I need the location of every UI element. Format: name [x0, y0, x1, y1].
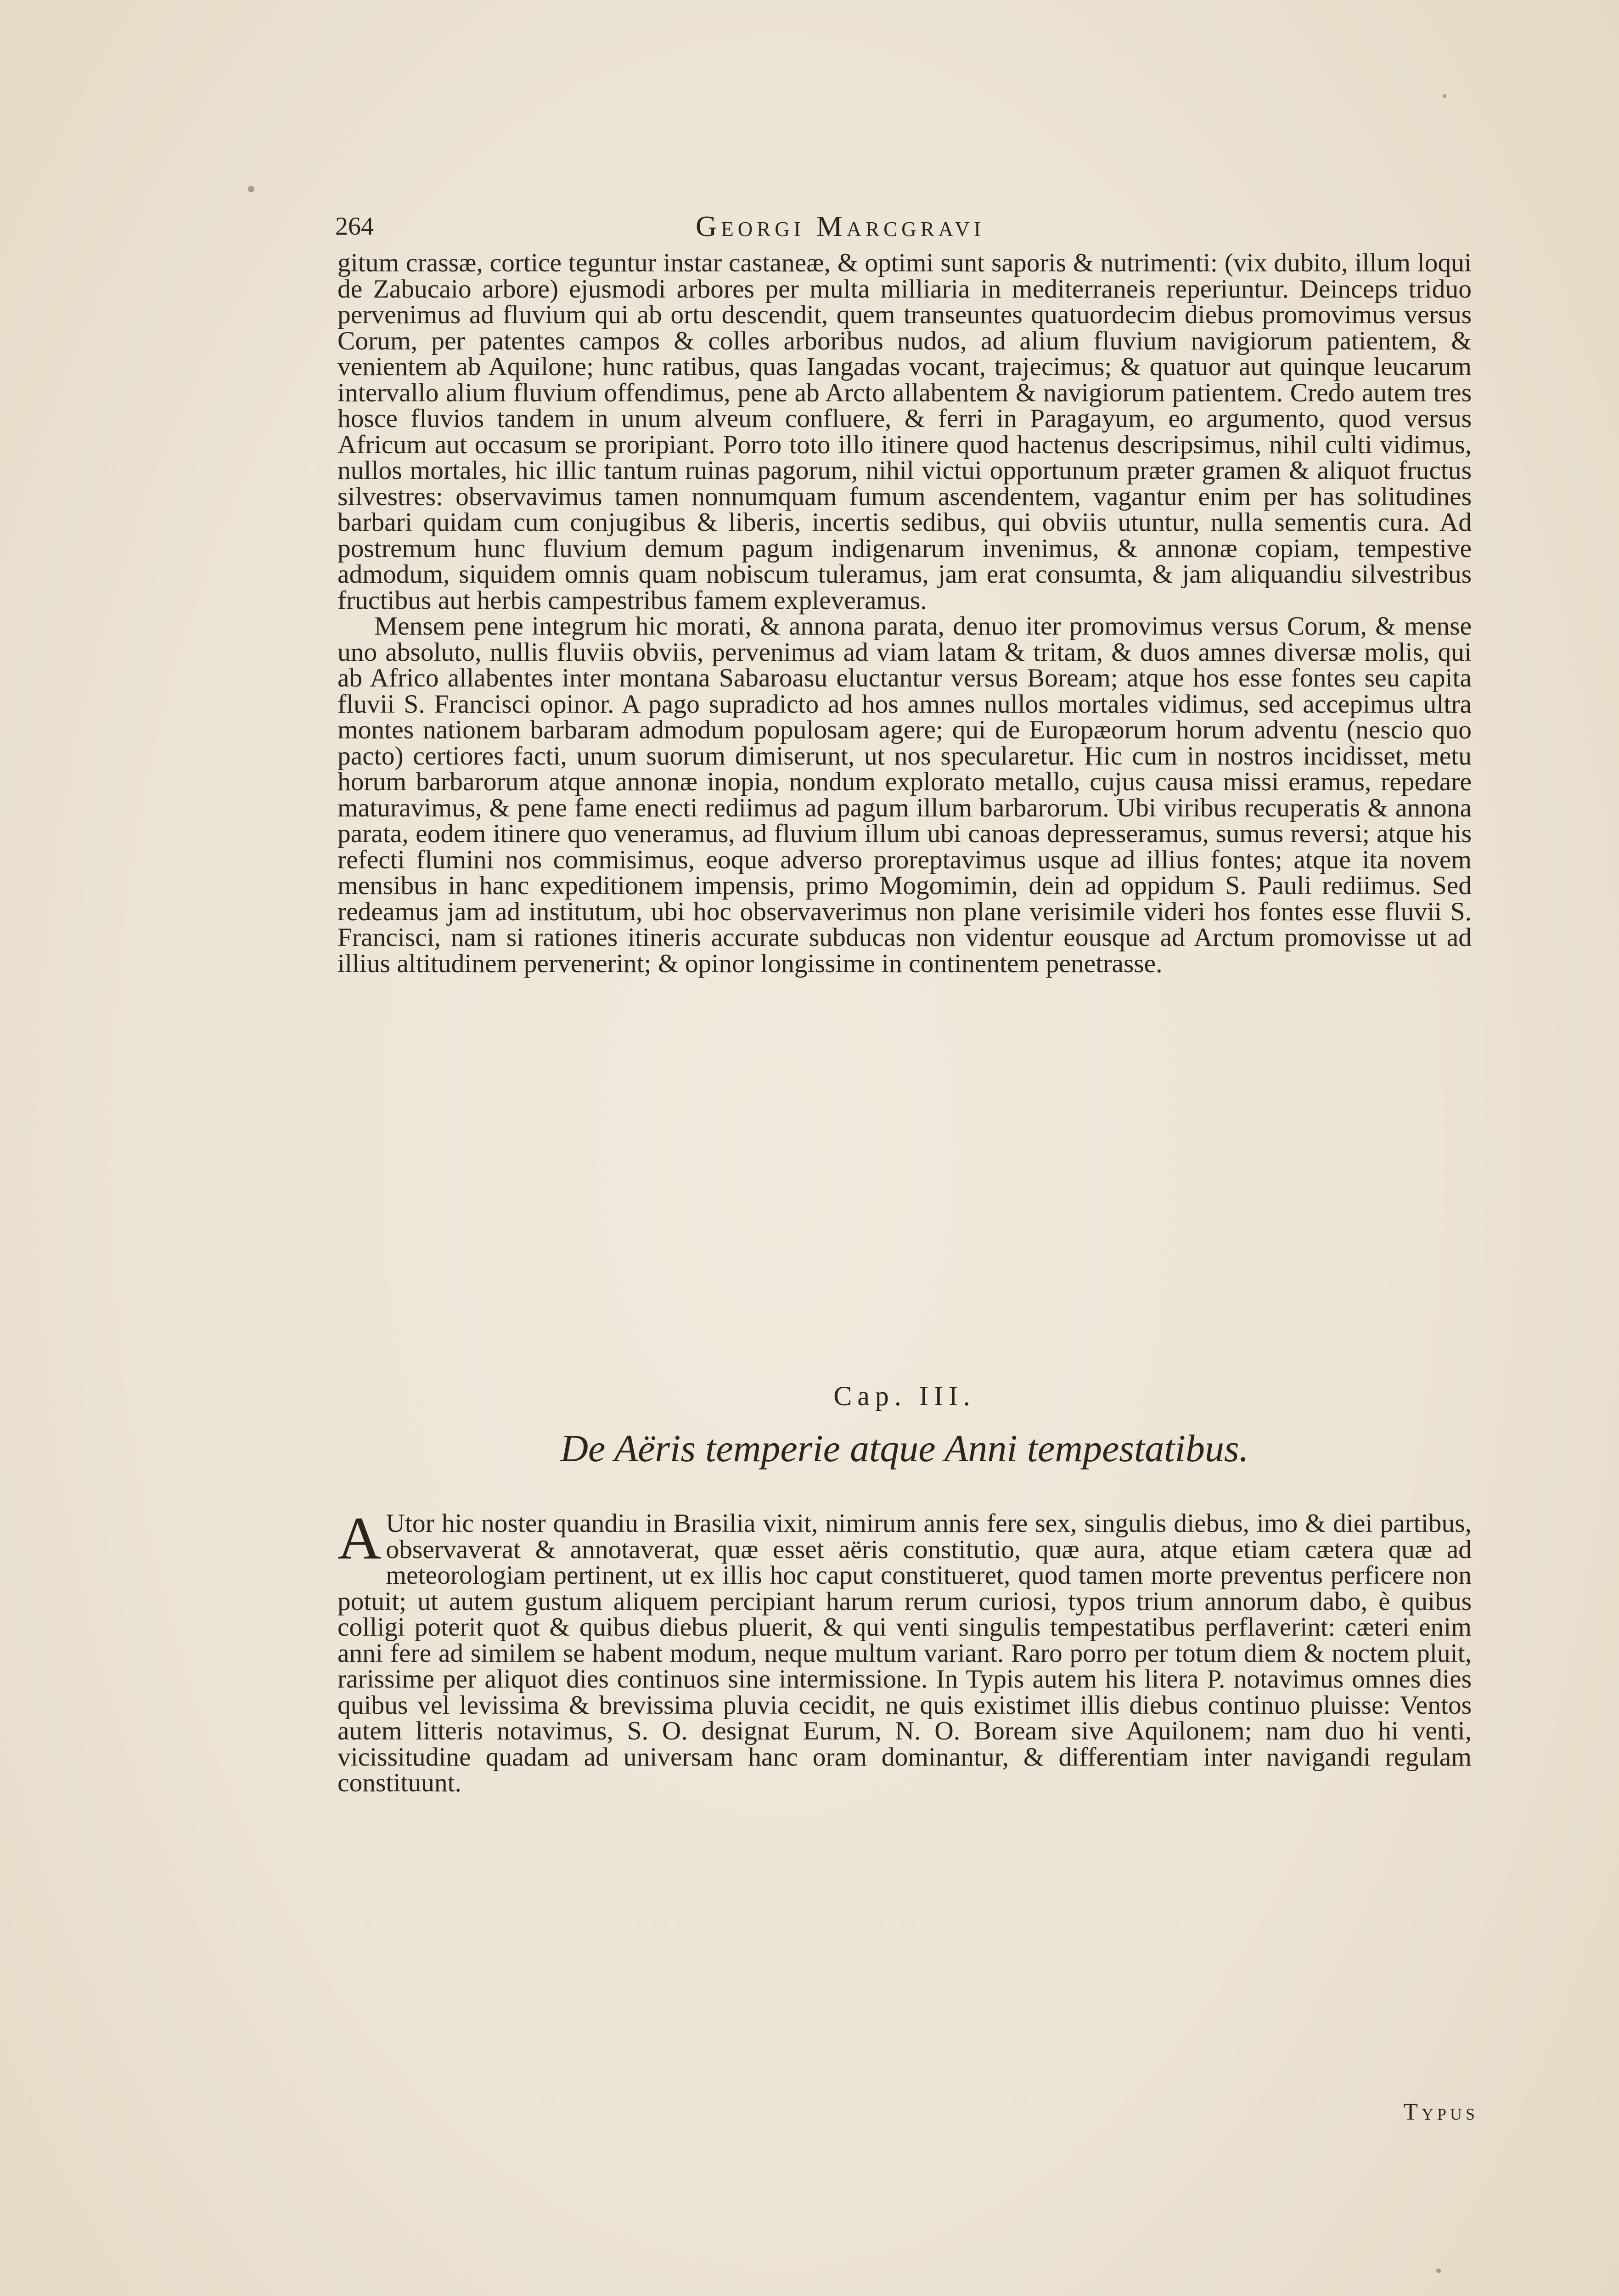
running-head: [335, 206, 1474, 247]
paragraph: gitum crassæ, cortice teguntur instar castaneæ, & optimi sunt saporis & nutrimenti: (vix dubito, illum loqui de Zabucaio arbore) ejusmodi arbores per multa milliaria in mediterraneis reperiuntur. Deinceps triduo pervenimus ad fluvium qui ab ortu descendit, quem transeuntes quatuordecim diebus promovimus versus Corum, per patentes campos & colles arboribus nudos, ad alium fluvium navigiorum patientem, & venientem ab Aquilone; hunc ratibus, quas Iangadas vocant, trajecimus; & quatuor aut quinque leucarum intervallo alium fluvium offendimus, pene ab Arcto allabentem & navigiorum patientem. Credo autem tres hosce fluvios tandem in unum alveum confluere, & ferri in Paragayum, eo argumento, quod versus Africum aut occasum se proripiant. Porro toto illo itinere quod hactenus descripsimus, nihil culti vidimus, nullos mortales, hic illic tantum ruinas pagorum, nihil victui opportunum præter gramen & aliquot fructus silvestres: observavimus tamen nonnumquam fumum ascendentem, vagantur enim per has solitudines barbari quidam cum conjugibus & liberis, incertis sedibus, qui obviis utuntur, nulla sementis cura. Ad postremum hunc fluvium demum pagum indigenarum invenimus, & annonæ copiam, tempestive admodum, siquidem omnis quam nobiscum tuleramus, jam erat consumta, & jam aliquandiu silvestribus fructibus aut herbis campestribus famem expleveramus.: [337, 248, 1472, 615]
ink-speck: [1443, 94, 1446, 98]
chapter-subtitle: De Aëris temperie atque Anni tempestatibus.: [560, 1427, 1249, 1470]
running-title: Georgi Marcgravi: [696, 210, 985, 242]
page-number: 264: [335, 212, 374, 241]
ink-speck: [1436, 2268, 1441, 2273]
body-text: [337, 250, 1472, 977]
chapter-heading: Cap. III.: [833, 1381, 976, 1411]
catchword: Typus: [1403, 2099, 1478, 2125]
chapter-text: [337, 1504, 1472, 1797]
ink-speck: [248, 186, 254, 192]
drop-cap: A: [337, 1504, 382, 1572]
paragraph: Utor hic noster quandiu in Brasilia vixit, nimirum annis fere sex, singulis diebus, imo & diei partibus, observaverat & annotaverat, quæ esset aëris constitutio, quæ aura, atque etiam cætera quæ ad meteorologiam pertinent, ut ex illis hoc caput constitueret, quod tamen morte preventus perficere non potuit; ut autem gustum aliquem percipiant harum rerum curiosi, typos trium annorum dabo, è quibus colligi poterit quot & quibus diebus pluerit, & qui venti singulis tempestatibus perflaverint: cæteri enim anni fere ad similem se habent modum, neque multum variant. Raro porro per totum diem & noctem pluit, rarissime per aliquot dies continuos sine intermissione. In Typis autem his litera P. notavimus omnes dies quibus vel levissima & brevissima pluvia cecidit, ne quis existimet illis diebus continuo pluisse: Ventos autem litteris notavimus, S. O. designat Eurum, N. O. Boream sive Aquilonem; nam duo hi venti, vicissitudine quadam ad universam hanc oram dominantur, & differentiam inter navigandi regulam constituunt.: [337, 1509, 1472, 1797]
paragraph: Mensem pene integrum hic morati, & annona parata, denuo iter promovimus versus Corum, & mense uno absoluto, nullis fluviis obviis, pervenimus ad viam latam & tritam, & duos amnes diversæ molis, qui ab Africo allabentes inter montana Sabaroasu eluctantur versus Boream; atque hos esse fontes seu capita fluvii S. Francisci opinor. A pago supradicto ad hos amnes nullos mortales vidimus, sed accepimus ultra montes nationem barbaram admodum populosam agere; qui de Europæorum horum adventu (nescio quo pacto) certiores facti, unum suorum dimiserunt, ut nos specularetur. Hic cum in nostros incidisset, metu horum barbarorum atque annonæ inopia, nondum explorato metallo, cujus causa missi eramus, repedare maturavimus, & pene fame enecti rediimus ad pagum illum barbarorum. Ubi viribus recuperatis & annona parata, eodem itinere quo veneramus, ad fluvium illum ubi canoas depresseramus, sumus reversi; atque his refecti flumini nos commisimus, eoque adverso proreptavimus usque ad illius fontes; atque ita novem mensibus in hanc expeditionem impensis, primo Mogomimin, dein ad oppidum S. Pauli rediimus. Sed redeamus jam ad institutum, ubi hoc observaverimus non plane verisimile videri hos fontes esse fluvii S. Francisci, nam si rationes itineris accurate subducas non videntur eousque ad Arctum promovisse ut ad illius altitudinem pervenerint; & opinor longissime in continentem penetrasse.: [337, 612, 1472, 978]
